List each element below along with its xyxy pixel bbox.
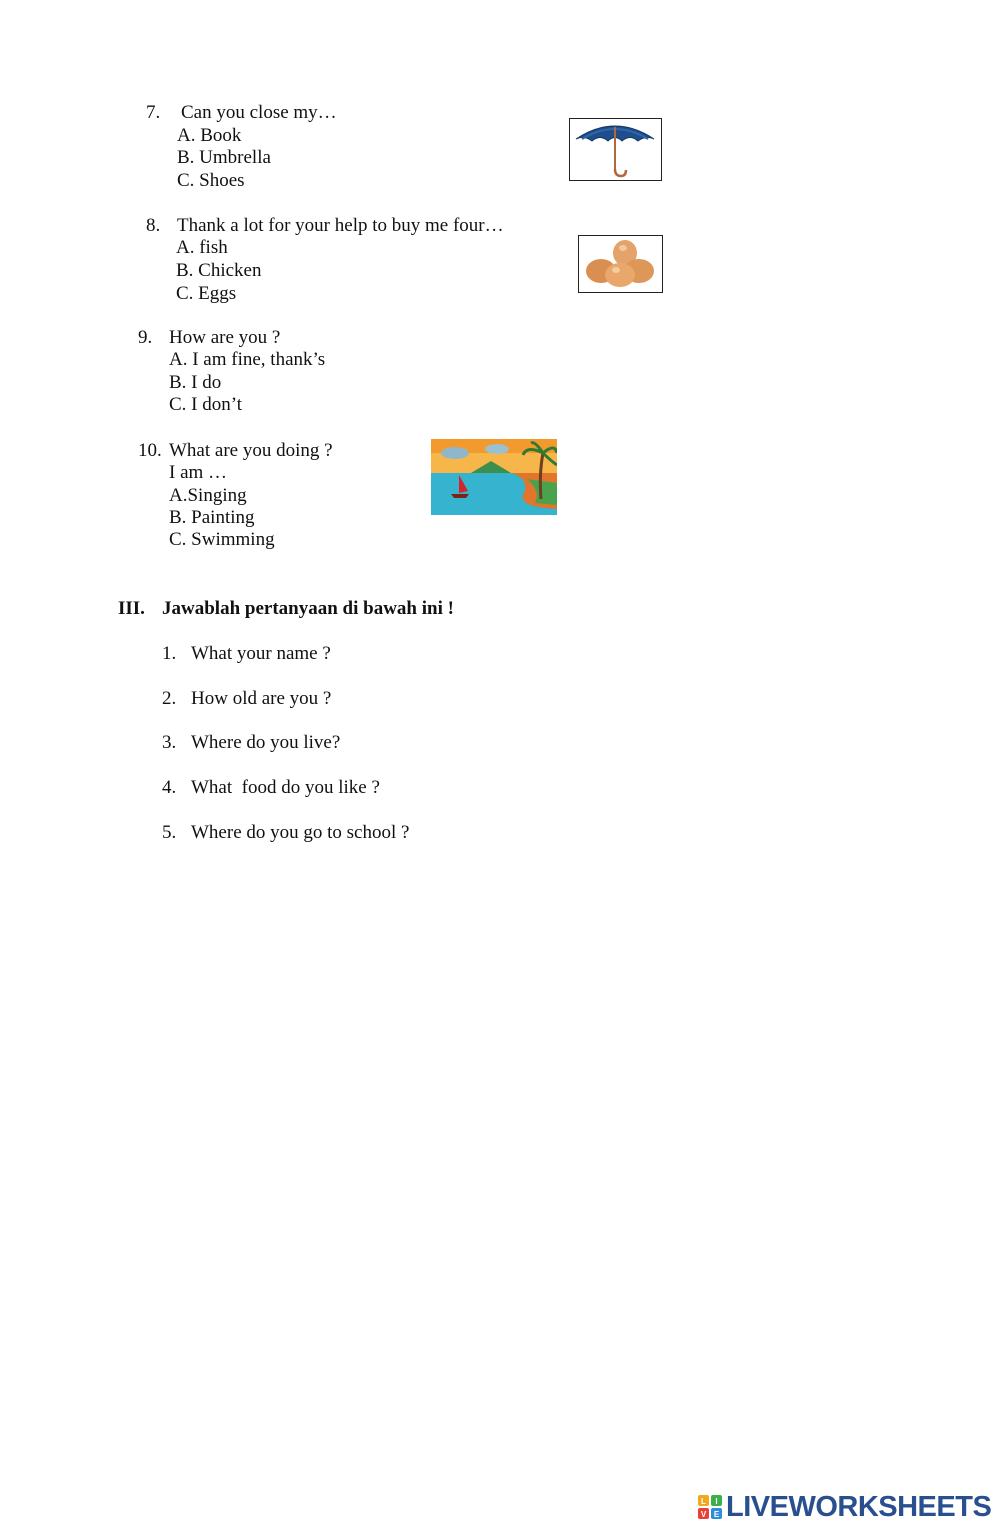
option-c[interactable]: C. Swimming [169, 529, 275, 550]
beach-painting-image [431, 439, 557, 515]
option-b[interactable]: B. Chicken [176, 260, 262, 281]
section-heading: Jawablah pertanyaan di bawah ini ! [162, 598, 454, 619]
option-c[interactable]: C. Shoes [177, 170, 245, 191]
umbrella-icon [570, 119, 660, 179]
section-numeral: III. [118, 598, 145, 619]
item-number: 1. [162, 643, 177, 664]
item-number: 5. [162, 822, 177, 843]
svg-text:I: I [715, 1497, 718, 1506]
option-c[interactable]: C. I don’t [169, 394, 243, 415]
logo-text: LIVEWORKSHEETS [726, 1490, 992, 1523]
option-b[interactable]: B. Painting [169, 507, 255, 528]
logo-mark-icon [698, 1495, 722, 1519]
item-text: Where do you live? [191, 732, 341, 753]
question-number: 10. [138, 440, 162, 461]
option-b[interactable]: B. I do [169, 372, 222, 393]
option-a[interactable]: A. Book [177, 125, 242, 146]
item-text: Where do you go to school ? [191, 822, 410, 843]
option-c[interactable]: C. Eggs [176, 283, 237, 304]
question-number: 9. [138, 327, 153, 348]
beach-painting-icon [431, 439, 557, 515]
eggs-image [578, 235, 663, 293]
item-text: How old are you ? [191, 688, 332, 709]
item-number: 4. [162, 777, 177, 798]
question-subtext: I am … [169, 462, 228, 483]
liveworksheets-logo [698, 1490, 991, 1524]
question-text: How are you ? [169, 327, 281, 348]
svg-text:L: L [701, 1497, 706, 1506]
svg-text:V: V [700, 1510, 707, 1519]
question-number: 7. [146, 102, 161, 123]
item-number: 2. [162, 688, 177, 709]
question-text: Thank a lot for your help to buy me four… [177, 215, 504, 236]
option-a[interactable]: A.Singing [169, 485, 247, 506]
option-a[interactable]: A. fish [176, 237, 228, 258]
question-text: Can you close my… [181, 102, 337, 123]
item-text: What food do you like ? [191, 777, 380, 798]
svg-text:E: E [713, 1510, 720, 1519]
item-number: 3. [162, 732, 177, 753]
option-a[interactable]: A. I am fine, thank’s [169, 349, 326, 370]
eggs-icon [579, 236, 661, 291]
option-b[interactable]: B. Umbrella [177, 147, 271, 168]
umbrella-image [569, 118, 662, 181]
item-text: What your name ? [191, 643, 331, 664]
question-number: 8. [146, 215, 161, 236]
question-text: What are you doing ? [169, 440, 333, 461]
